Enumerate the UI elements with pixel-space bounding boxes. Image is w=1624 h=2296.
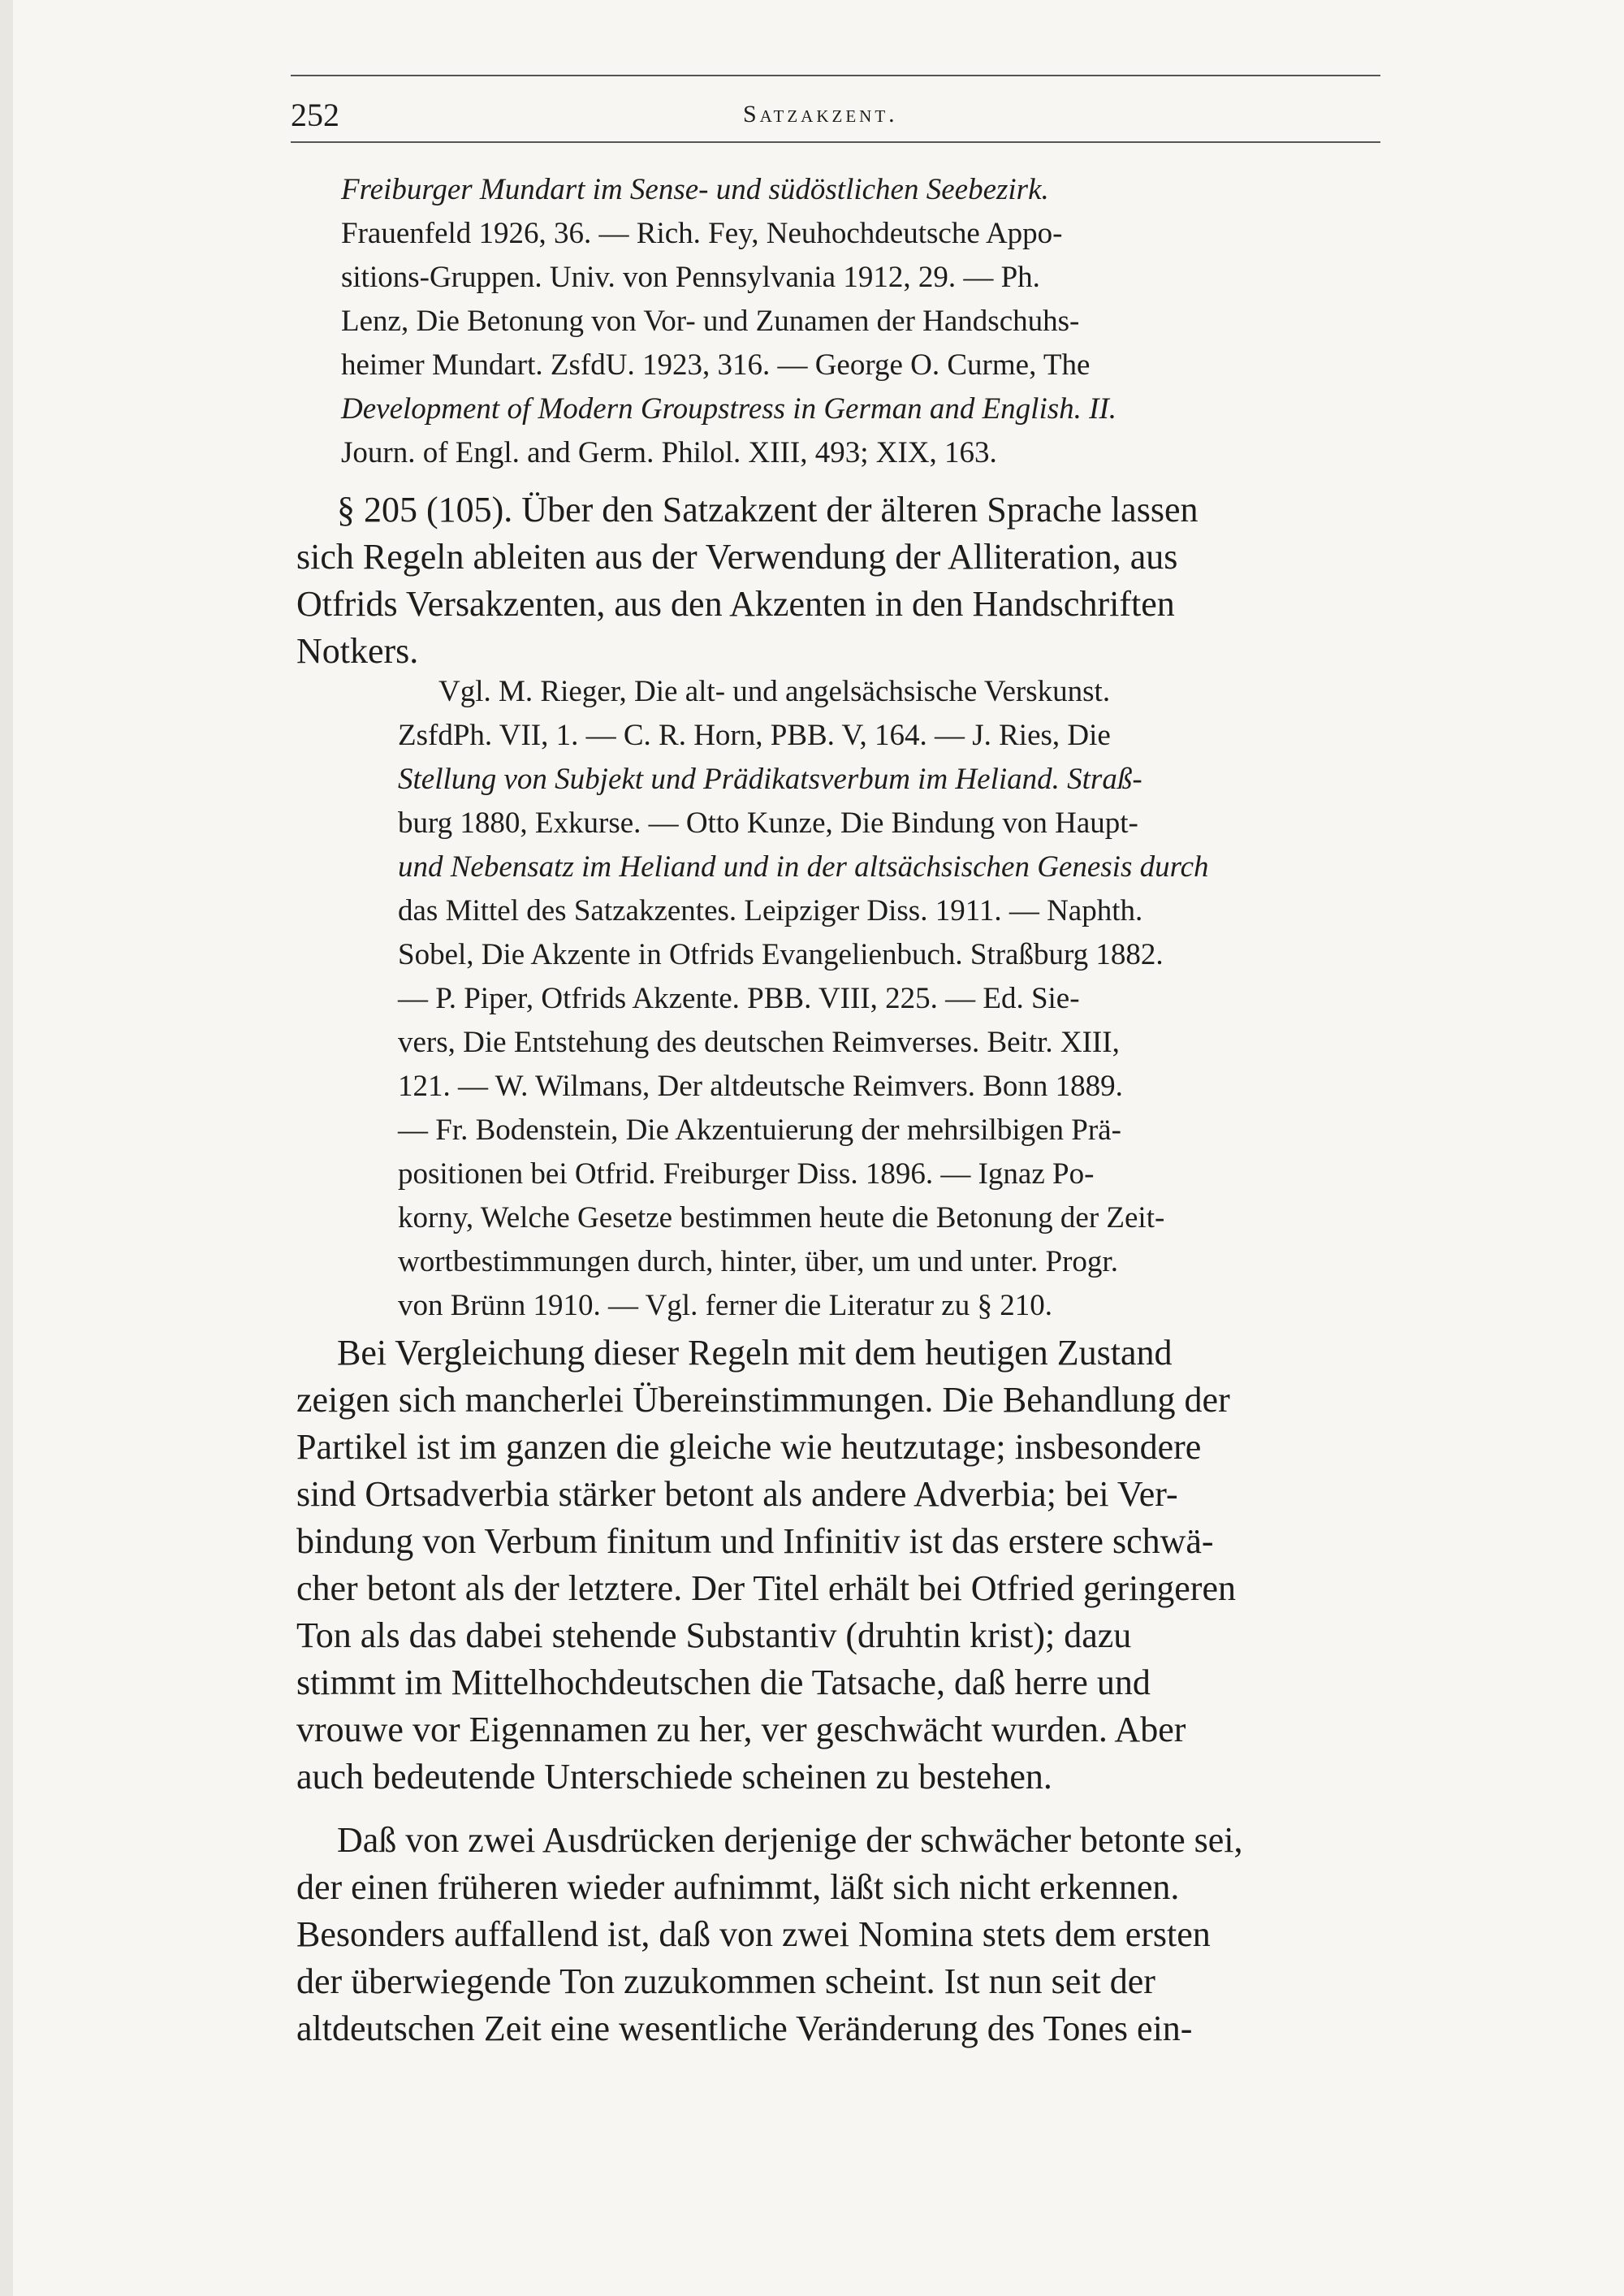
footnote-line: sitions-Gruppen. Univ. von Pennsylvania 1912, 29. — Ph. [341,261,1040,294]
running-title: Satzakzent. [743,101,898,128]
paragraph-line: bindung von Verbum finitum und Infinitiv ist das erstere schwä- [296,1521,1214,1561]
paragraph-line: vrouwe vor Eigennamen zu her, ver geschwächt wurden. Aber [296,1710,1186,1749]
reference-line: wortbestimmungen durch, hinter, über, um und unter. Progr. [398,1245,1118,1278]
reference-line: korny, Welche Gesetze bestimmen heute die Betonung der Zeit- [398,1201,1165,1234]
footnote-line: Development of Modern Groupstress in German and English. II. [341,392,1117,426]
paragraph-line: Daß von zwei Ausdrücken derjenige der schwächer betonte sei, [337,1820,1243,1860]
reference-line: von Brünn 1910. — Vgl. ferner die Literatur zu § 210. [398,1289,1052,1322]
paragraph-line: stimmt im Mittelhochdeutschen die Tatsache, daß herre und [296,1663,1151,1702]
paragraph-line: zeigen sich mancherlei Übereinstimmungen. Die Behandlung der [296,1380,1230,1420]
footnote-line: heimer Mundart. ZsfdU. 1923, 316. — George O. Curme, The [341,348,1091,382]
paragraph-line: auch bedeutende Unterschiede scheinen zu bestehen. [296,1757,1052,1797]
paragraph-line: altdeutschen Zeit eine wesentliche Veränderung des Tones ein- [296,2008,1193,2048]
header-rule-bottom [291,141,1380,143]
paragraph-line: cher betont als der letztere. Der Titel erhält bei Otfried geringeren [296,1568,1236,1608]
page-edge [0,0,13,2296]
footnote-line: Lenz, Die Betonung von Vor- und Zunamen der Handschuhs- [341,305,1080,338]
section-205-line: sich Regeln ableiten aus der Verwendung der Alliteration, aus [296,537,1178,577]
paragraph-line: Partikel ist im ganzen die gleiche wie heutzutage; insbesondere [296,1427,1202,1467]
reference-line: positionen bei Otfrid. Freiburger Diss. 1896. — Ignaz Po- [398,1157,1095,1191]
page-number: 252 [291,97,339,133]
reference-line: ZsfdPh. VII, 1. — C. R. Horn, PBB. V, 164. — J. Ries, Die [398,719,1111,752]
section-205-line: Notkers. [296,631,419,671]
footnote-line: Journ. of Engl. and Germ. Philol. XIII, 493; XIX, 163. [341,436,997,469]
reference-line: und Nebensatz im Heliand und in der altsächsischen Genesis durch [398,850,1209,884]
paragraph-line: der einen früheren wieder aufnimmt, läßt sich nicht erkennen. [296,1867,1180,1907]
paragraph-line: der überwiegende Ton zuzukommen scheint. Ist nun seit der [296,1961,1155,2001]
reference-line: Vgl. M. Rieger, Die alt- und angelsächsische Verskunst. [438,675,1111,708]
reference-line: — P. Piper, Otfrids Akzente. PBB. VIII, 225. — Ed. Sie- [398,982,1080,1015]
reference-line: Sobel, Die Akzente in Otfrids Evangelienbuch. Straßburg 1882. [398,938,1164,971]
header-rule-top [291,75,1380,76]
footnote-line: Freiburger Mundart im Sense- und südöstlichen Seebezirk. [341,173,1049,206]
paragraph-line: Besonders auffallend ist, daß von zwei Nomina stets dem ersten [296,1914,1211,1954]
paragraph-line: sind Ortsadverbia stärker betont als andere Adverbia; bei Ver- [296,1474,1178,1514]
section-205-line: Otfrids Versakzenten, aus den Akzenten in den Handschriften [296,584,1175,624]
reference-line: Stellung von Subjekt und Prädikatsverbum im Heliand. Straß- [398,763,1142,796]
reference-line: 121. — W. Wilmans, Der altdeutsche Reimvers. Bonn 1889. [398,1070,1123,1103]
paragraph-line: Ton als das dabei stehende Substantiv (druhtin krist); dazu [296,1615,1132,1655]
paragraph-line: Bei Vergleichung dieser Regeln mit dem heutigen Zustand [337,1333,1173,1373]
footnote-line: Frauenfeld 1926, 36. — Rich. Fey, Neuhochdeutsche Appo- [341,217,1063,250]
section-205-line: § 205 (105). Über den Satzakzent der älteren Sprache lassen [337,490,1199,530]
reference-line: vers, Die Entstehung des deutschen Reimverses. Beitr. XIII, [398,1026,1120,1059]
reference-line: burg 1880, Exkurse. — Otto Kunze, Die Bindung von Haupt- [398,806,1138,840]
reference-line: das Mittel des Satzakzentes. Leipziger Diss. 1911. — Naphth. [398,894,1143,927]
reference-line: — Fr. Bodenstein, Die Akzentuierung der mehrsilbigen Prä- [398,1113,1121,1147]
